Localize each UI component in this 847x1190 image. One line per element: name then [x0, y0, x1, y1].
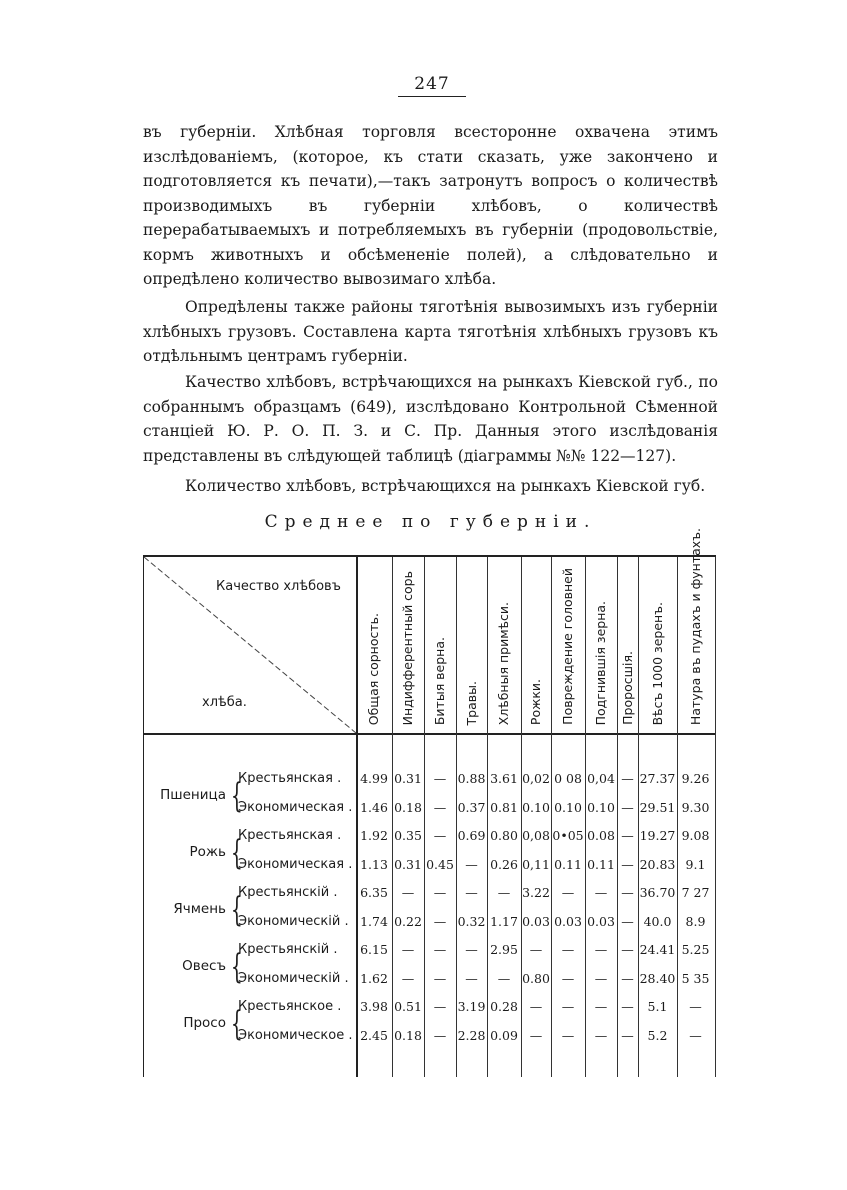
table-cell: —	[621, 970, 634, 986]
table-cell: 0.11	[587, 856, 615, 872]
table-cell: 40.0	[643, 913, 672, 929]
table-cell: 2.45	[360, 1027, 388, 1043]
paragraph-2: Опредѣлены также районы тяготѣнія вывозимыхъ изъ губерніи хлѣбныхъ грузовъ. Составлена карта тяготѣнія хлѣбныхъ грузовъ къ отдѣльнымъ центрамъ губерніи.	[143, 298, 718, 365]
table-cell: 0.03	[522, 913, 550, 929]
table-cell: 0,02	[522, 771, 550, 786]
group-brace: {	[230, 776, 243, 816]
table-cell: —	[401, 885, 415, 900]
grain-name: Овесъ	[182, 958, 226, 974]
column-header-label: Травы.	[463, 680, 479, 725]
column-header	[521, 557, 551, 725]
column-header	[356, 557, 392, 725]
column-header	[638, 557, 677, 725]
table-cell: 0.03	[587, 913, 615, 929]
row-label: Экономическій .	[238, 970, 349, 986]
table-cell: —	[433, 771, 447, 786]
table-cell: —	[621, 856, 634, 872]
table-cell: 4.99	[360, 771, 388, 786]
column-header	[392, 557, 424, 725]
table-cell: 0.18	[394, 1027, 422, 1043]
table-cell: —	[497, 885, 511, 900]
table-cell: 3.19	[457, 999, 486, 1014]
table-cell: 5.1	[647, 999, 668, 1014]
table-cell: —	[433, 999, 447, 1014]
table-cell: —	[594, 999, 608, 1014]
column-header-label: Подгнившія зерна.	[593, 600, 608, 725]
table-cell: 0.10	[587, 799, 615, 815]
column-header-label: Общая сорность.	[366, 612, 381, 725]
grain-name: Просо	[183, 1015, 226, 1031]
row-label: Крестьянскій .	[238, 942, 338, 957]
group-brace: {	[230, 890, 243, 930]
group-brace: {	[230, 833, 243, 873]
table-cell: —	[433, 913, 447, 929]
table-cell: 6.15	[360, 942, 388, 957]
table-cell: 0.09	[490, 1027, 518, 1043]
row-label: Экономическое .	[238, 1027, 353, 1043]
row-label: Экономическая .	[238, 856, 353, 872]
column-rule	[715, 557, 716, 1077]
table-cell: —	[433, 828, 447, 843]
row-label: Крестьянское .	[238, 999, 342, 1014]
table-cell: —	[689, 1027, 702, 1043]
table-cell: —	[433, 942, 447, 957]
table-cell: 0.10	[522, 799, 550, 815]
table-cell: 0.10	[554, 799, 582, 815]
table-cell: 0•05	[552, 828, 584, 843]
table-cell: —	[561, 999, 575, 1014]
column-header	[677, 527, 714, 725]
grain-name: Пшеница	[160, 787, 226, 803]
table-cell: —	[621, 1027, 634, 1043]
row-label: Экономическая .	[238, 799, 353, 815]
table-cell: 0.26	[490, 856, 518, 872]
table-cell: 0 08	[554, 771, 582, 786]
table-cell: 0.32	[457, 913, 486, 929]
table-cell: 9.1	[685, 856, 706, 872]
table-cell: 0.81	[490, 799, 518, 815]
table-cell: 5.25	[681, 942, 710, 957]
table-cell: 9.26	[681, 771, 710, 786]
table-cell: 20.83	[639, 856, 676, 872]
table-cell: 1.62	[360, 970, 388, 986]
table-cell: 0.31	[394, 856, 422, 872]
table-cell: 8.9	[685, 913, 706, 929]
table-cell: 28.40	[639, 970, 676, 986]
column-header	[617, 557, 638, 725]
table-cell: —	[433, 1027, 447, 1043]
table-cell: 1.13	[360, 856, 388, 872]
table-cell: —	[621, 828, 634, 843]
table-cell: 0.37	[457, 799, 486, 815]
column-header-label: Битыя верна.	[432, 636, 447, 725]
table-cell: 6.35	[360, 885, 388, 900]
table-cell: 9.30	[681, 799, 710, 815]
table-cell: —	[465, 942, 478, 957]
table-cell: 5 35	[681, 970, 710, 986]
table-cell: —	[433, 885, 447, 900]
table-cell: —	[621, 885, 634, 900]
column-header	[456, 557, 487, 725]
table-cell: —	[561, 885, 575, 900]
table-cell: 0.08	[587, 828, 615, 843]
table-cell: 0.45	[426, 856, 454, 872]
grain-quality-table	[143, 527, 716, 1077]
table-cell: 0,04	[587, 771, 615, 786]
table-cell: 0.31	[394, 771, 422, 786]
column-header	[551, 557, 585, 725]
table-cell: —	[401, 970, 415, 986]
row-label: Экономическій .	[238, 913, 349, 929]
table-cell: —	[465, 970, 478, 986]
page-number: 247	[398, 74, 466, 97]
table-cell: 7 27	[681, 885, 710, 900]
table-cell: —	[621, 799, 634, 815]
table-cell: —	[561, 970, 575, 986]
table-cell: 27.37	[639, 771, 676, 786]
table-cell: —	[621, 771, 634, 786]
grain-name: Ячмень	[173, 901, 226, 917]
table-cell: —	[433, 970, 447, 986]
column-header-label: Индифферентный сорь	[400, 570, 415, 725]
table-cell: —	[401, 942, 415, 957]
table-cell: 2.95	[490, 942, 518, 957]
table-cell: 24.41	[639, 942, 676, 957]
column-header	[487, 557, 521, 725]
table-cell: 0.11	[554, 856, 582, 872]
table-cell: 1.92	[360, 828, 388, 843]
table-cell: —	[529, 1027, 543, 1043]
row-label: Крестьянскій .	[238, 885, 338, 900]
table-cell: 0.03	[554, 913, 582, 929]
table-cell: —	[594, 970, 608, 986]
column-header-label: Проросшія.	[619, 651, 635, 725]
table-cell: —	[465, 856, 478, 872]
table-cell: 1.17	[490, 913, 518, 929]
table-cell: —	[594, 942, 608, 957]
row-label: Крестьянская .	[238, 771, 342, 786]
table-cell: —	[433, 799, 447, 815]
paragraph-1: въ губерніи. Хлѣбная торговля всесторонне охвачена этимъ изслѣдованіемъ, (которое, къ стати сказать, уже закончено и подготовляется къ печати),—такъ затронутъ вопросъ о количествѣ производимыхъ въ губерніи хлѣбовъ, о количествѣ перерабатываемыхъ и потребляемыхъ въ губерніи (продовольствіе, кормъ животныхъ и обсѣмененіе полей), а слѣдовательно и опредѣлено количество вывозимаго хлѣба.	[143, 123, 718, 288]
corner-header-quality: Качество хлѣбовъ	[216, 579, 341, 594]
header-rule	[144, 733, 716, 735]
column-header-label: Повреждение головней	[560, 568, 575, 725]
column-header-label: Рожки.	[528, 678, 543, 725]
table-cell: —	[689, 999, 702, 1014]
table-cell: 3.61	[490, 771, 518, 786]
table-cell: 3.22	[522, 885, 550, 900]
table-cell: —	[621, 913, 634, 929]
table-cell: 3.98	[360, 999, 388, 1014]
table-cell: 0.80	[490, 828, 518, 843]
table-cell: 0.22	[394, 913, 422, 929]
table-cell: —	[594, 1027, 608, 1043]
group-brace: {	[230, 947, 243, 987]
table-cell: 0,11	[522, 856, 550, 872]
table-cell: —	[497, 970, 511, 986]
table-cell: 0.51	[394, 999, 422, 1014]
column-header-label: Натура въ пудахъ и фунтахъ.	[687, 527, 703, 725]
table-cell: —	[465, 885, 478, 900]
table-cell: —	[561, 942, 575, 957]
paragraph-4: Количество хлѣбовъ, встрѣчающихся на рынкахъ Кіевской губ.	[185, 477, 706, 495]
grain-name: Рожь	[189, 844, 226, 860]
table-cell: 2.28	[457, 1027, 486, 1043]
table-cell: 36.70	[639, 885, 676, 900]
table-cell: —	[594, 885, 608, 900]
table-cell: —	[561, 1027, 575, 1043]
table-cell: 0.88	[457, 771, 486, 786]
table-cell: —	[529, 999, 543, 1014]
row-label: Крестьянская .	[238, 828, 342, 843]
paragraph-3: Качество хлѣбовъ, встрѣчающихся на рынкахъ Кіевской губ., по собраннымъ образцамъ (649), изслѣдовано Контрольной Сѣменной станціей Ю. Р. О. П. З. и С. Пр. Данныя этого изслѣдованія представлены въ слѣдующей таблицѣ (діаграммы №№ 122—127).	[143, 373, 718, 465]
table-cell: —	[621, 999, 634, 1014]
column-header-label: Хлѣбныя примѣси.	[496, 601, 511, 725]
table-cell: 1.74	[360, 913, 388, 929]
table-cell: 19.27	[639, 828, 676, 843]
table-cell: 0.28	[490, 999, 518, 1014]
table-cell: 0,08	[522, 828, 550, 843]
corner-header-grain: хлѣба.	[202, 695, 247, 710]
column-header-label: Вѣсъ 1000 зеренъ.	[649, 601, 665, 725]
table-cell: 0.35	[394, 828, 422, 843]
table-title: Среднее по губерніи.	[264, 512, 597, 532]
table-cell: —	[529, 942, 543, 957]
table-cell: 0.69	[457, 828, 486, 843]
table-cell: 9.08	[681, 828, 710, 843]
table-cell: 5.2	[647, 1027, 668, 1043]
table-cell: 1.46	[360, 799, 388, 815]
group-brace: {	[230, 1004, 243, 1044]
table-cell: 29.51	[639, 799, 676, 815]
table-cell: 0.80	[522, 970, 550, 986]
table-cell: 0.18	[394, 799, 422, 815]
column-header	[424, 557, 456, 725]
table-cell: —	[621, 942, 634, 957]
column-header	[585, 557, 617, 725]
